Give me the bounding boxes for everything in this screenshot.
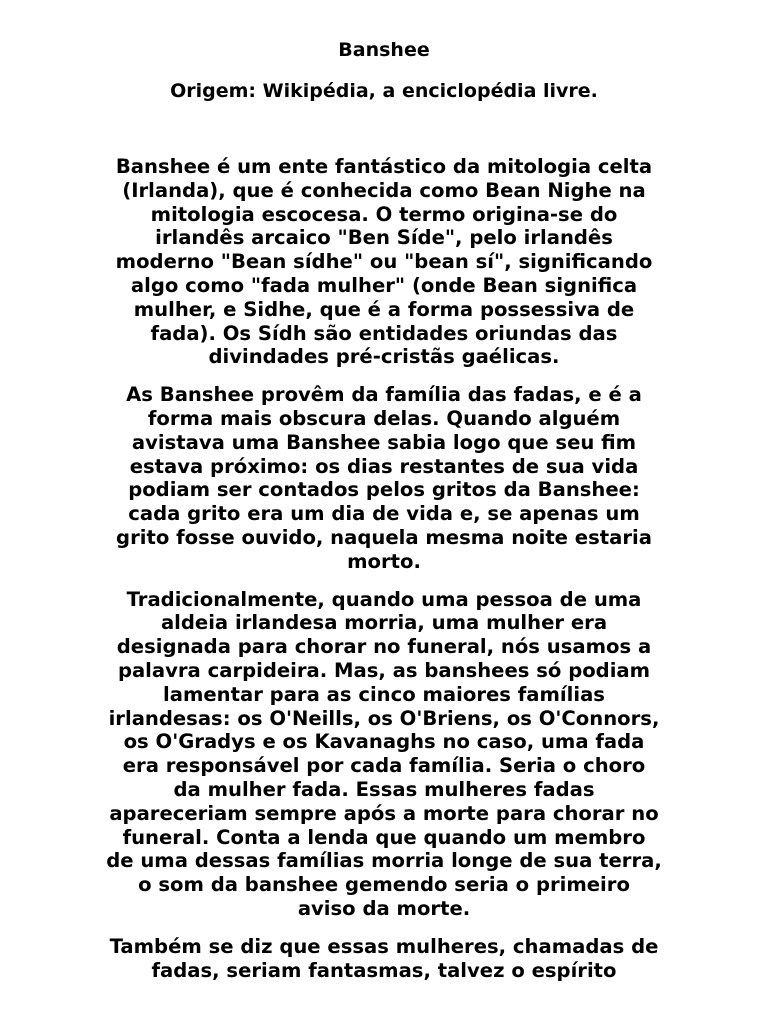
- paragraph-tradition: Tradicionalmente, quando uma pessoa de uma aldeia irlandesa morria, uma mulher era designada para chorar no funeral, nós usamos a palavra carpideira. Mas, as banshees só podiam lamentar para as cinco maiores famílias irlandesas: os O'Neills, os O'Briens, os O'Connors, os O'Gradys e os Kavanaghs no caso, uma fada era responsável por cada família. Seria o choro da mulher fada. Essas mulheres fadas apareceriam sempre após a morte para chorar no funeral. Conta a lenda que quando um membro de uma dessas famílias morria longe de sua terra, o som da banshee gemendo seria o primeiro aviso da morte.: [106, 587, 662, 920]
- document-title: Banshee: [338, 39, 430, 61]
- document-body: [106, 155, 662, 996]
- paragraph-intro: Banshee é um ente fantástico da mitologia celta (Irlanda), que é conhecida como Bean Nighe na mitologia escocesa. O termo origina-se do irlandês arcaico "Ben Síde", pelo irlandês moderno "Bean sídhe" ou "bean sí", significando algo como "fada mulher" (onde Bean significa mulher, e Sidhe, que é a forma possessiva de fada). Os Sídh são entidades oriundas das divindades pré-cristãs gaélicas.: [115, 155, 653, 369]
- document-source: Origem: Wikipédia, a enciclopédia livre.: [170, 80, 598, 102]
- paragraph-origin: As Banshee provêm da família das fadas, e é a forma mais obscura delas. Quando alguém avistava uma Banshee sabia logo que seu fim estava próximo: os dias restantes de sua vida podiam ser contados pelos gritos da Banshee: cada grito era um dia de vida e, se apenas um grito fosse ouvido, naquela mesma noite estaria morto.: [116, 383, 652, 573]
- paragraph-spirits: Também se diz que essas mulheres, chamadas de fadas, seriam fantasmas, talvez o espírito: [109, 934, 659, 982]
